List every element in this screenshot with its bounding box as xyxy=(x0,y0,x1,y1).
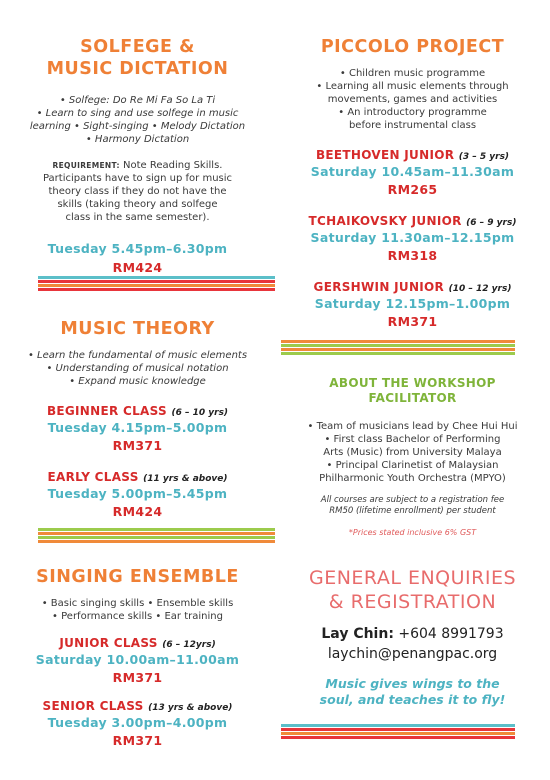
singing-ensemble-section xyxy=(0,566,275,749)
gershwin-junior-class: GERSHWIN JUNIOR (10 – 12 yrs) Saturday 12.15pm–1.00pm RM371 xyxy=(313,280,512,329)
beginner-class: BEGINNER CLASS (6 – 10 yrs) Tuesday 4.15pm–5.00pm RM371 xyxy=(46,404,229,453)
enquiries-title: GENERAL ENQUIRIES & REGISTRATION xyxy=(308,567,517,613)
music-theory-title: MUSIC THEORY xyxy=(60,319,215,339)
music-theory-bullets: • Learn the fundamental of music elements • Understanding of musical notation • Expand music knowledge xyxy=(27,350,248,387)
solfege-requirement: REQUIREMENT: Note Reading Skills. Participants have to sign up for music theory class if they do not have the skills (taking theory and solfege class in the same semester). xyxy=(42,160,233,223)
phone-number[interactable]: +604 8991793 xyxy=(393,626,504,642)
piccolo-project-title: PICCOLO PROJECT xyxy=(320,37,505,57)
stripe-divider-right-1 xyxy=(281,340,515,355)
singing-ensemble-title: SINGING ENSEMBLE xyxy=(36,567,239,587)
registration-fee-note: All courses are subject to a registration fee RM50 (lifetime enrollment) per student xyxy=(320,495,505,516)
piccolo-project-bullets: • Children music programme • Learning all music elements through movements, games and activities • An introductory programme before instrumental class xyxy=(316,68,509,131)
facilitator-section xyxy=(275,376,550,537)
junior-class: JUNIOR CLASS (6 – 12yrs) Saturday 10.00am–11.00am RM371 xyxy=(35,636,240,685)
contact-phone-line: Lay Chin: +604 8991793 xyxy=(321,626,504,642)
motto: Music gives wings to the soul, and teaches it to fly! xyxy=(319,676,506,707)
solfege-bullets: • Solfege: Do Re Mi Fa So La Ti • Learn to sing and use solfege in music learning • Sight-singing • Melody Dictation • Harmony Dictation xyxy=(29,95,246,145)
stripe-divider-left-1 xyxy=(38,276,275,291)
early-class: EARLY CLASS (11 yrs & above) Tuesday 5.00pm–5.45pm RM424 xyxy=(47,470,228,519)
solfege-price: RM424 xyxy=(112,260,163,275)
solfege-time: Tuesday 5.45pm–6.30pm xyxy=(47,241,228,256)
music-theory-section xyxy=(0,318,275,520)
piccolo-project-section xyxy=(275,36,550,330)
singing-ensemble-bullets: • Basic singing skills • Ensemble skills • Performance skills • Ear training xyxy=(41,598,234,622)
senior-class: SENIOR CLASS (13 yrs & above) Tuesday 3.00pm–4.00pm RM371 xyxy=(42,699,233,748)
enquiries-section xyxy=(275,566,550,708)
facilitator-bullets: • Team of musicians lead by Chee Hui Hui • First class Bachelor of Performing Arts (Music) from University Malaya • Principal Clarinetist of Malaysian Philharmonic Youth Orchestra (MPYO) xyxy=(307,421,518,484)
gst-note: *Prices stated inclusive 6% GST xyxy=(348,528,477,537)
stripe-divider-left-2 xyxy=(38,528,275,543)
stripe-divider-right-2 xyxy=(281,724,515,739)
solfege-title: SOLFEGE & MUSIC DICTATION xyxy=(46,37,229,79)
facilitator-title: ABOUT THE WORKSHOP FACILITATOR xyxy=(329,376,496,405)
tchaikovsky-junior-class: TCHAIKOVSKY JUNIOR (6 – 9 yrs) Saturday 11.30am–12.15pm RM318 xyxy=(308,214,517,263)
beethoven-junior-class: BEETHOVEN JUNIOR (3 – 5 yrs) Saturday 10.45am–11.30am RM265 xyxy=(310,148,515,197)
solfege-section xyxy=(0,36,275,276)
contact-email[interactable]: laychin@penangpac.org xyxy=(327,646,498,662)
